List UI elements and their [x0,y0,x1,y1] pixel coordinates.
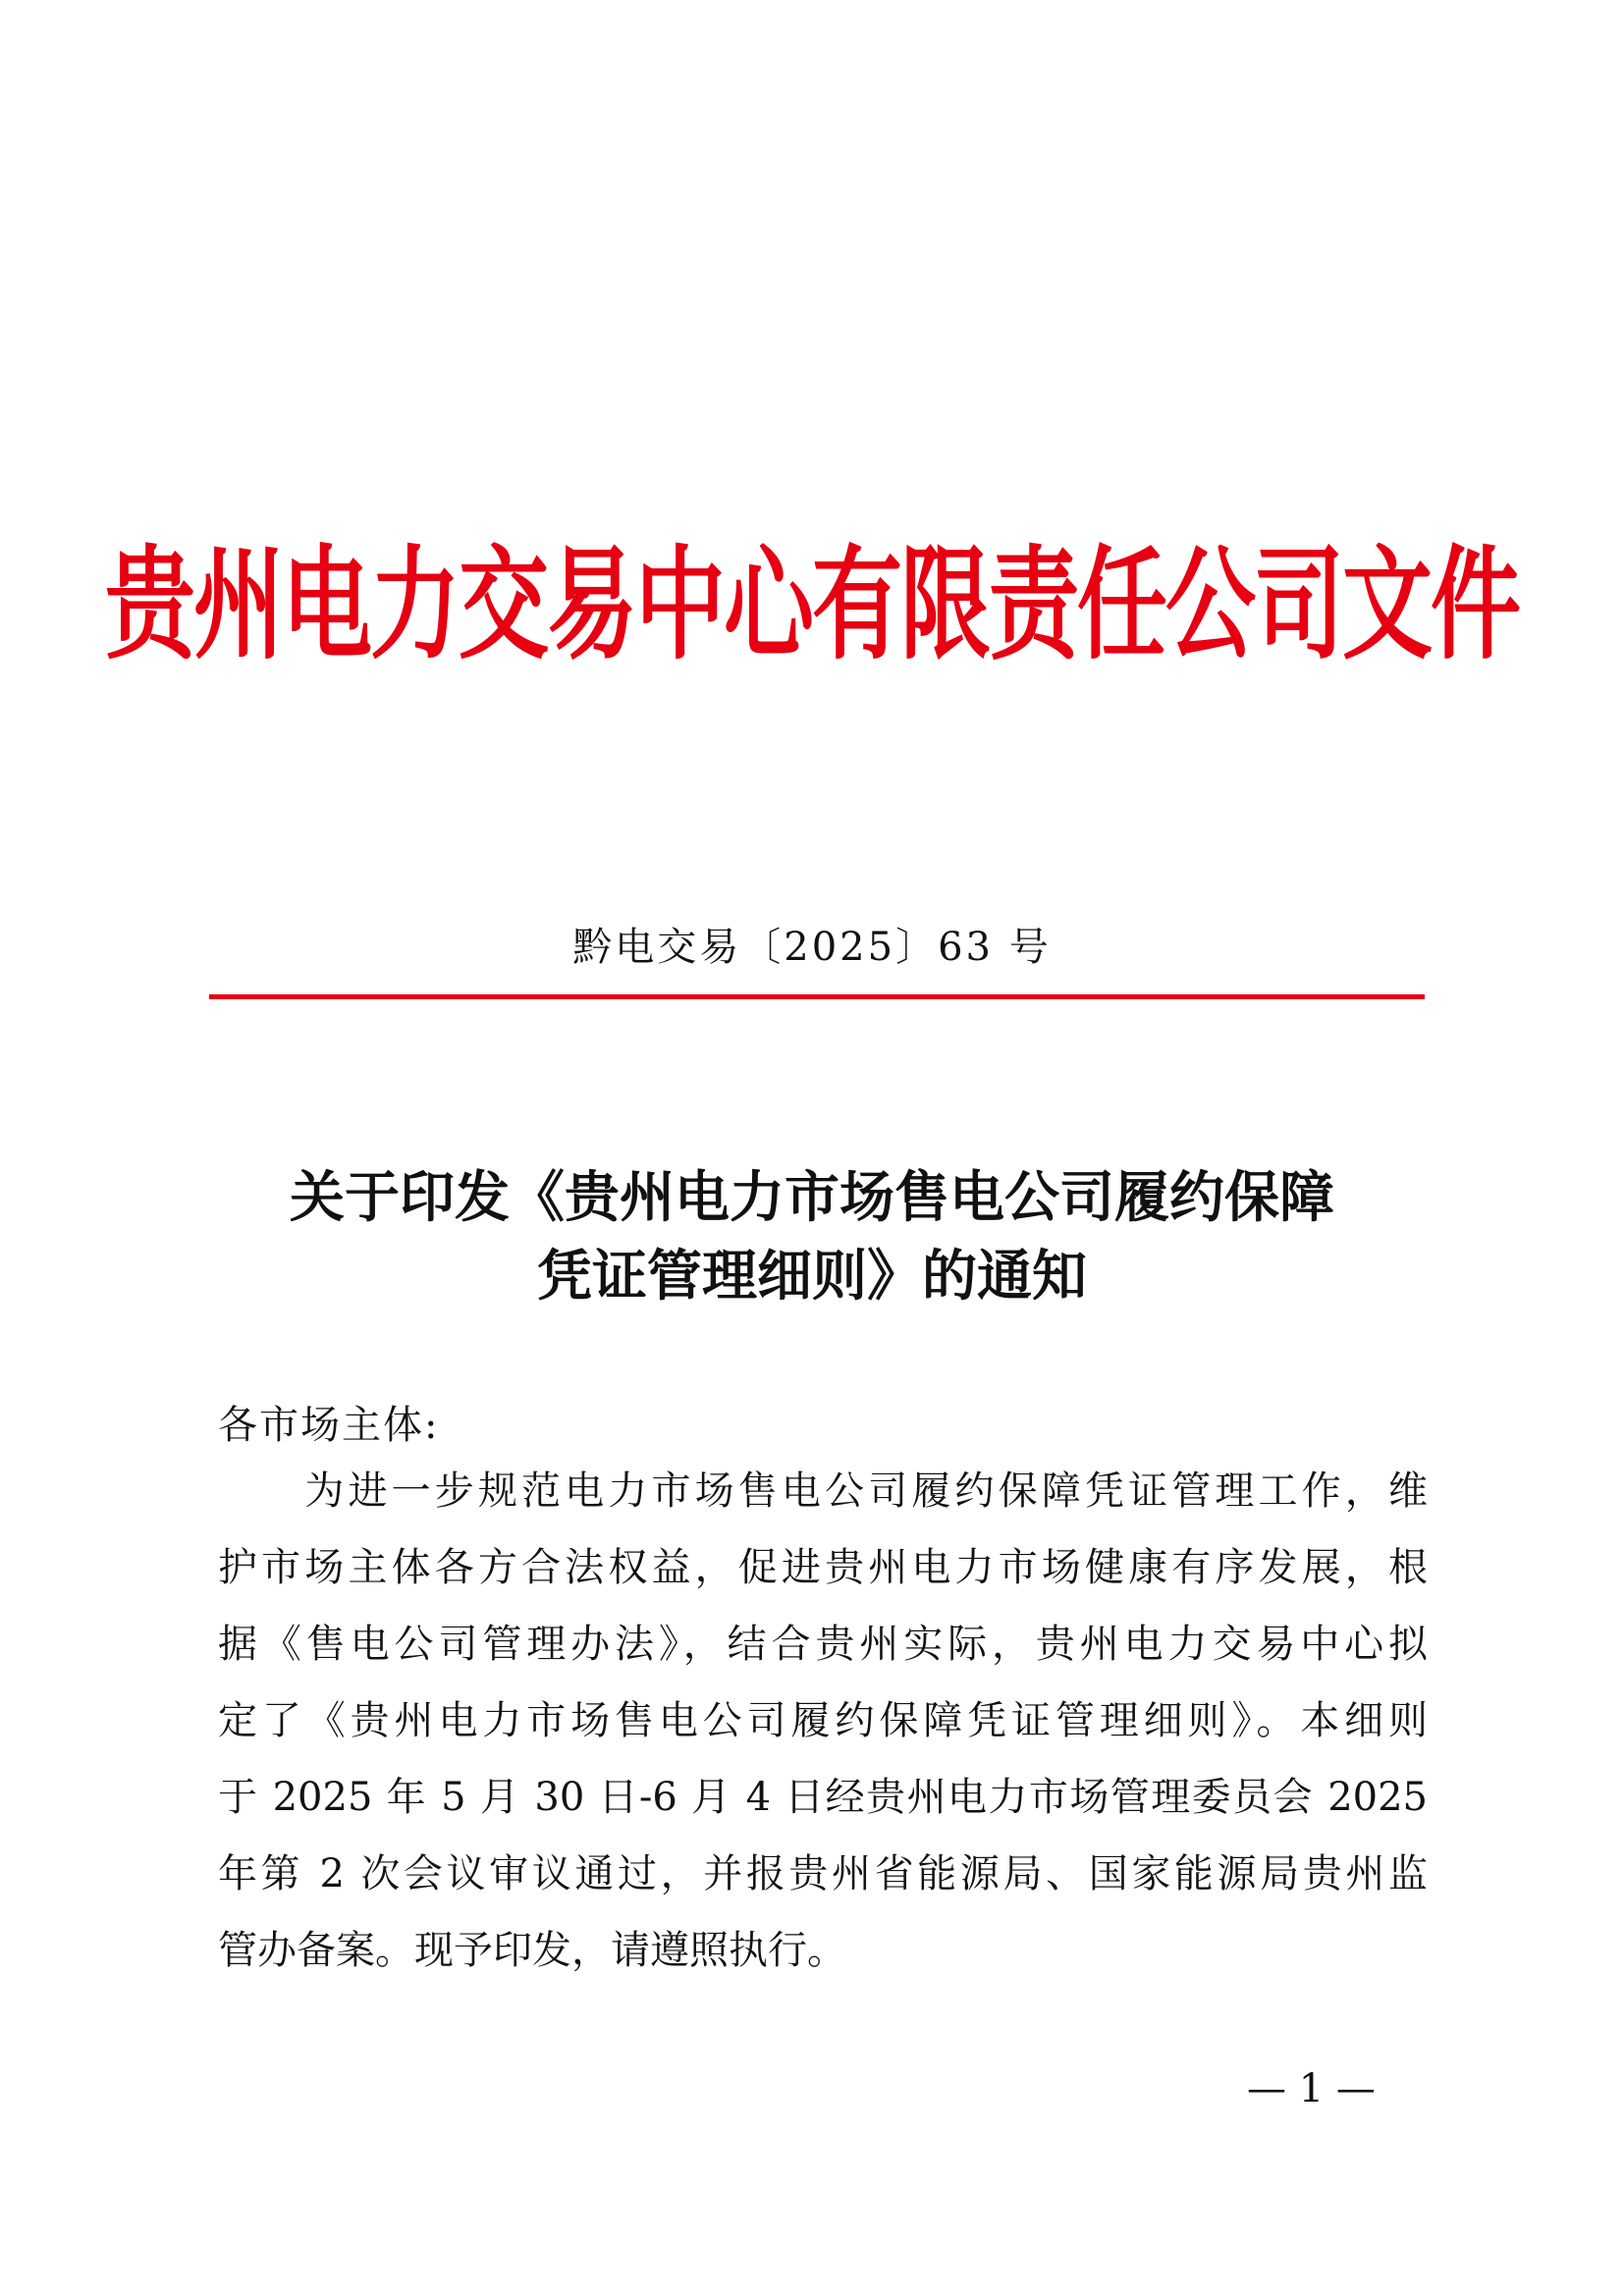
body-line-3: 据《售电公司管理办法》，结合贵州实际，贵州电力交易中心拟 [218,1622,1428,1667]
red-divider-line [209,994,1425,999]
salutation: 各市场主体: [218,1403,440,1448]
document-number: 黔电交易〔2025〕63 号 [572,925,1052,970]
body-line-5: 于 2025 年 5 月 30 日-6 月 4 日经贵州电力市场管理委员会 2025 [218,1775,1428,1820]
body-line-4: 定了《贵州电力市场售电公司履约保障凭证管理细则》。本细则 [218,1698,1428,1743]
notice-title-line-1: 关于印发《贵州电力市场售电公司履约保障 [290,1165,1334,1230]
body-paragraph [218,1453,1428,1989]
body-line-6: 年第 2 次会议审议通过，并报贵州省能源局、国家能源局贵州监 [218,1851,1428,1896]
body-line-2: 护市场主体各方合法权益，促进贵州电力市场健康有序发展，根 [218,1545,1428,1590]
notice-title-line-2: 凭证管理细则》的通知 [537,1244,1087,1308]
notice-title [0,1158,1624,1315]
page-number: — 1 — [1247,2066,1376,2111]
body-line-1: 为进一步规范电力市场售电公司履约保障凭证管理工作，维 [218,1468,1428,1514]
body-line-7: 管办备案。现予印发，请遵照执行。 [218,1928,846,1973]
document-header-title: 贵州电力交易中心有限责任公司文件 [104,534,1519,676]
